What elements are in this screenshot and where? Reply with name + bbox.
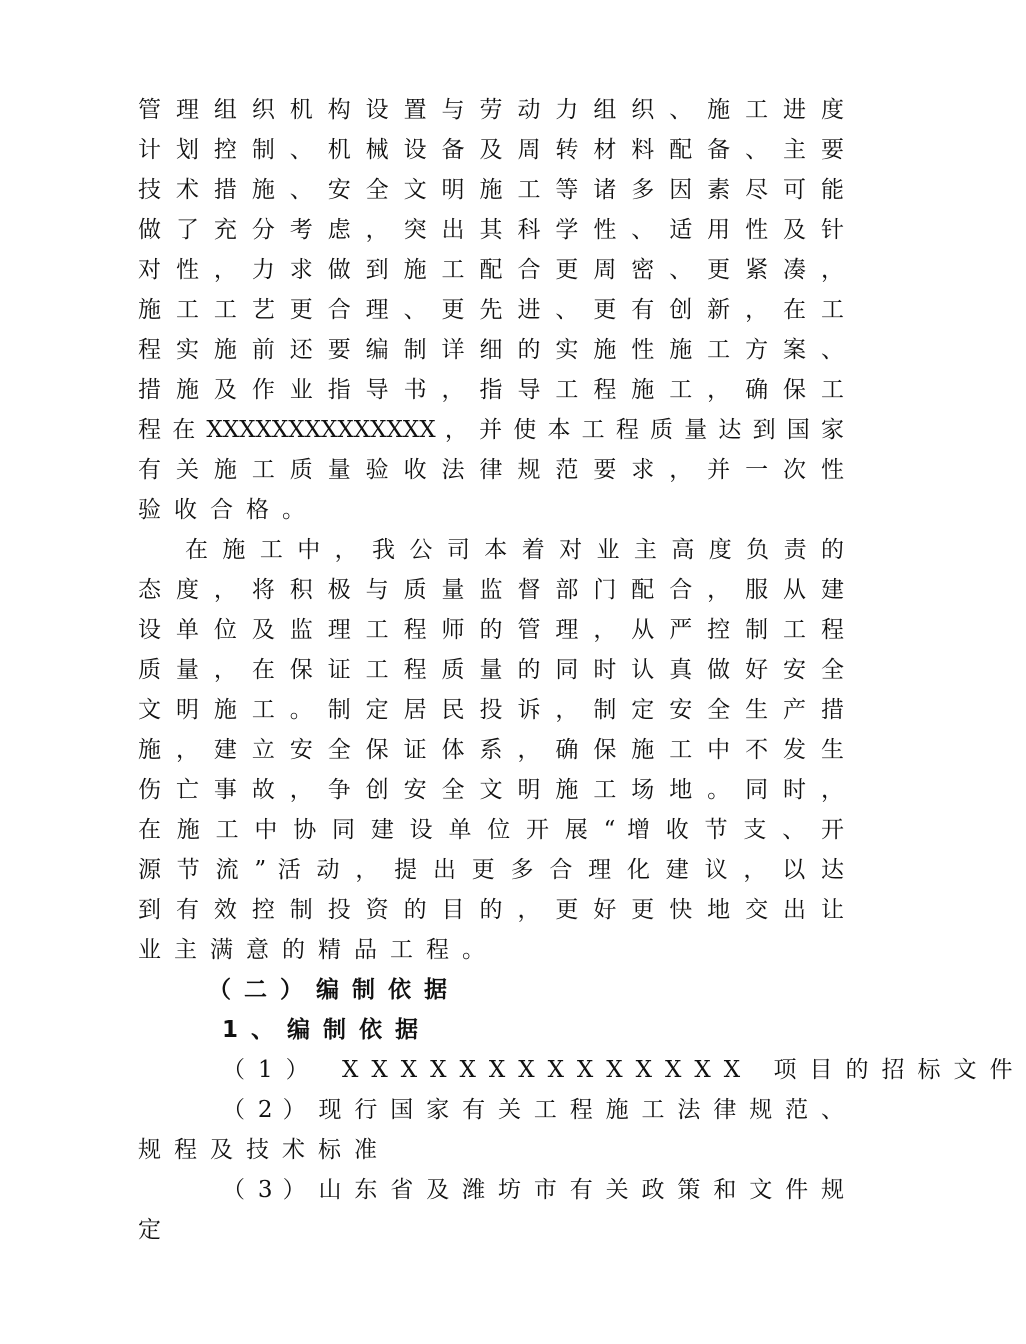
basis-item-1: （1） XXXXXXXXXXXXXX 项目的招标文件	[222, 1057, 1026, 1083]
paragraph-2-line-8: 在 施 工 中 协 同 建 设 单 位 开 展 “ 增 收 节 支 、 开	[138, 817, 844, 843]
document-page	[138, 90, 1026, 1250]
paragraph-1-line-6: 施 工 工 艺 更 合 理 、 更 先 进 、 更 有 创 新 ， 在 工	[138, 297, 844, 323]
basis-item-2-line-1: （ 2 ） 现 行 国 家 有 关 工 程 施 工 法 律 规 范 、	[222, 1097, 844, 1123]
paragraph-1-line-9: 程 在 XXXXXXXXXXXXXX ， 并 使 本 工 程 质 量 达 到 国 家	[138, 417, 844, 443]
section-heading: （二）编制依据	[208, 977, 460, 1003]
paragraph-2-line-3: 设 单 位 及 监 理 工 程 师 的 管 理 ， 从 严 控 制 工 程	[138, 617, 844, 643]
basis-item-2-line-2: 规程及技术标准	[138, 1137, 390, 1163]
subsection-heading: 1、编制依据	[222, 1017, 432, 1043]
paragraph-2-line-6: 施 ， 建 立 安 全 保 证 体 系 ， 确 保 施 工 中 不 发 生	[138, 737, 844, 763]
paragraph-2-line-2: 态 度 ， 将 积 极 与 质 量 监 督 部 门 配 合 ， 服 从 建	[138, 577, 844, 603]
paragraph-2-line-10: 到 有 效 控 制 投 资 的 目 的 ， 更 好 更 快 地 交 出 让	[138, 897, 844, 923]
paragraph-1-line-2: 计 划 控 制 、 机 械 设 备 及 周 转 材 料 配 备 、 主 要	[138, 137, 844, 163]
paragraph-2-line-4: 质 量 ， 在 保 证 工 程 质 量 的 同 时 认 真 做 好 安 全	[138, 657, 844, 683]
basis-item-3-line-1: （ 3 ） 山 东 省 及 潍 坊 市 有 关 政 策 和 文 件 规	[222, 1177, 844, 1203]
paragraph-2-line-11: 业主满意的精品工程。	[138, 937, 498, 963]
paragraph-2-line-5: 文 明 施 工 。 制 定 居 民 投 诉 ， 制 定 安 全 生 产 措	[138, 697, 844, 723]
paragraph-1-line-11: 验收合格。	[138, 497, 318, 523]
paragraph-1-line-5: 对 性 ， 力 求 做 到 施 工 配 合 更 周 密 、 更 紧 凑 ，	[138, 257, 844, 283]
paragraph-1-line-8: 措 施 及 作 业 指 导 书 ， 指 导 工 程 施 工 ， 确 保 工	[138, 377, 844, 403]
paragraph-1-line-7: 程 实 施 前 还 要 编 制 详 细 的 实 施 性 施 工 方 案 、	[138, 337, 844, 363]
paragraph-1-line-10: 有 关 施 工 质 量 验 收 法 律 规 范 要 求 ， 并 一 次 性	[138, 457, 844, 483]
basis-item-3-line-2: 定	[138, 1217, 174, 1243]
paragraph-1-line-4: 做 了 充 分 考 虑 ， 突 出 其 科 学 性 、 适 用 性 及 针	[138, 217, 844, 243]
paragraph-2-line-9: 源 节 流 ” 活 动 ， 提 出 更 多 合 理 化 建 议 ， 以 达	[138, 857, 844, 883]
paragraph-1-line-1: 管 理 组 织 机 构 设 置 与 劳 动 力 组 织 、 施 工 进 度	[138, 97, 844, 123]
paragraph-1-line-3: 技 术 措 施 、 安 全 文 明 施 工 等 诸 多 因 素 尽 可 能	[138, 177, 844, 203]
paragraph-2-line-1: 在 施 工 中 ， 我 公 司 本 着 对 业 主 高 度 负 责 的	[185, 537, 844, 563]
paragraph-2-line-7: 伤 亡 事 故 ， 争 创 安 全 文 明 施 工 场 地 。 同 时 ，	[138, 777, 844, 803]
